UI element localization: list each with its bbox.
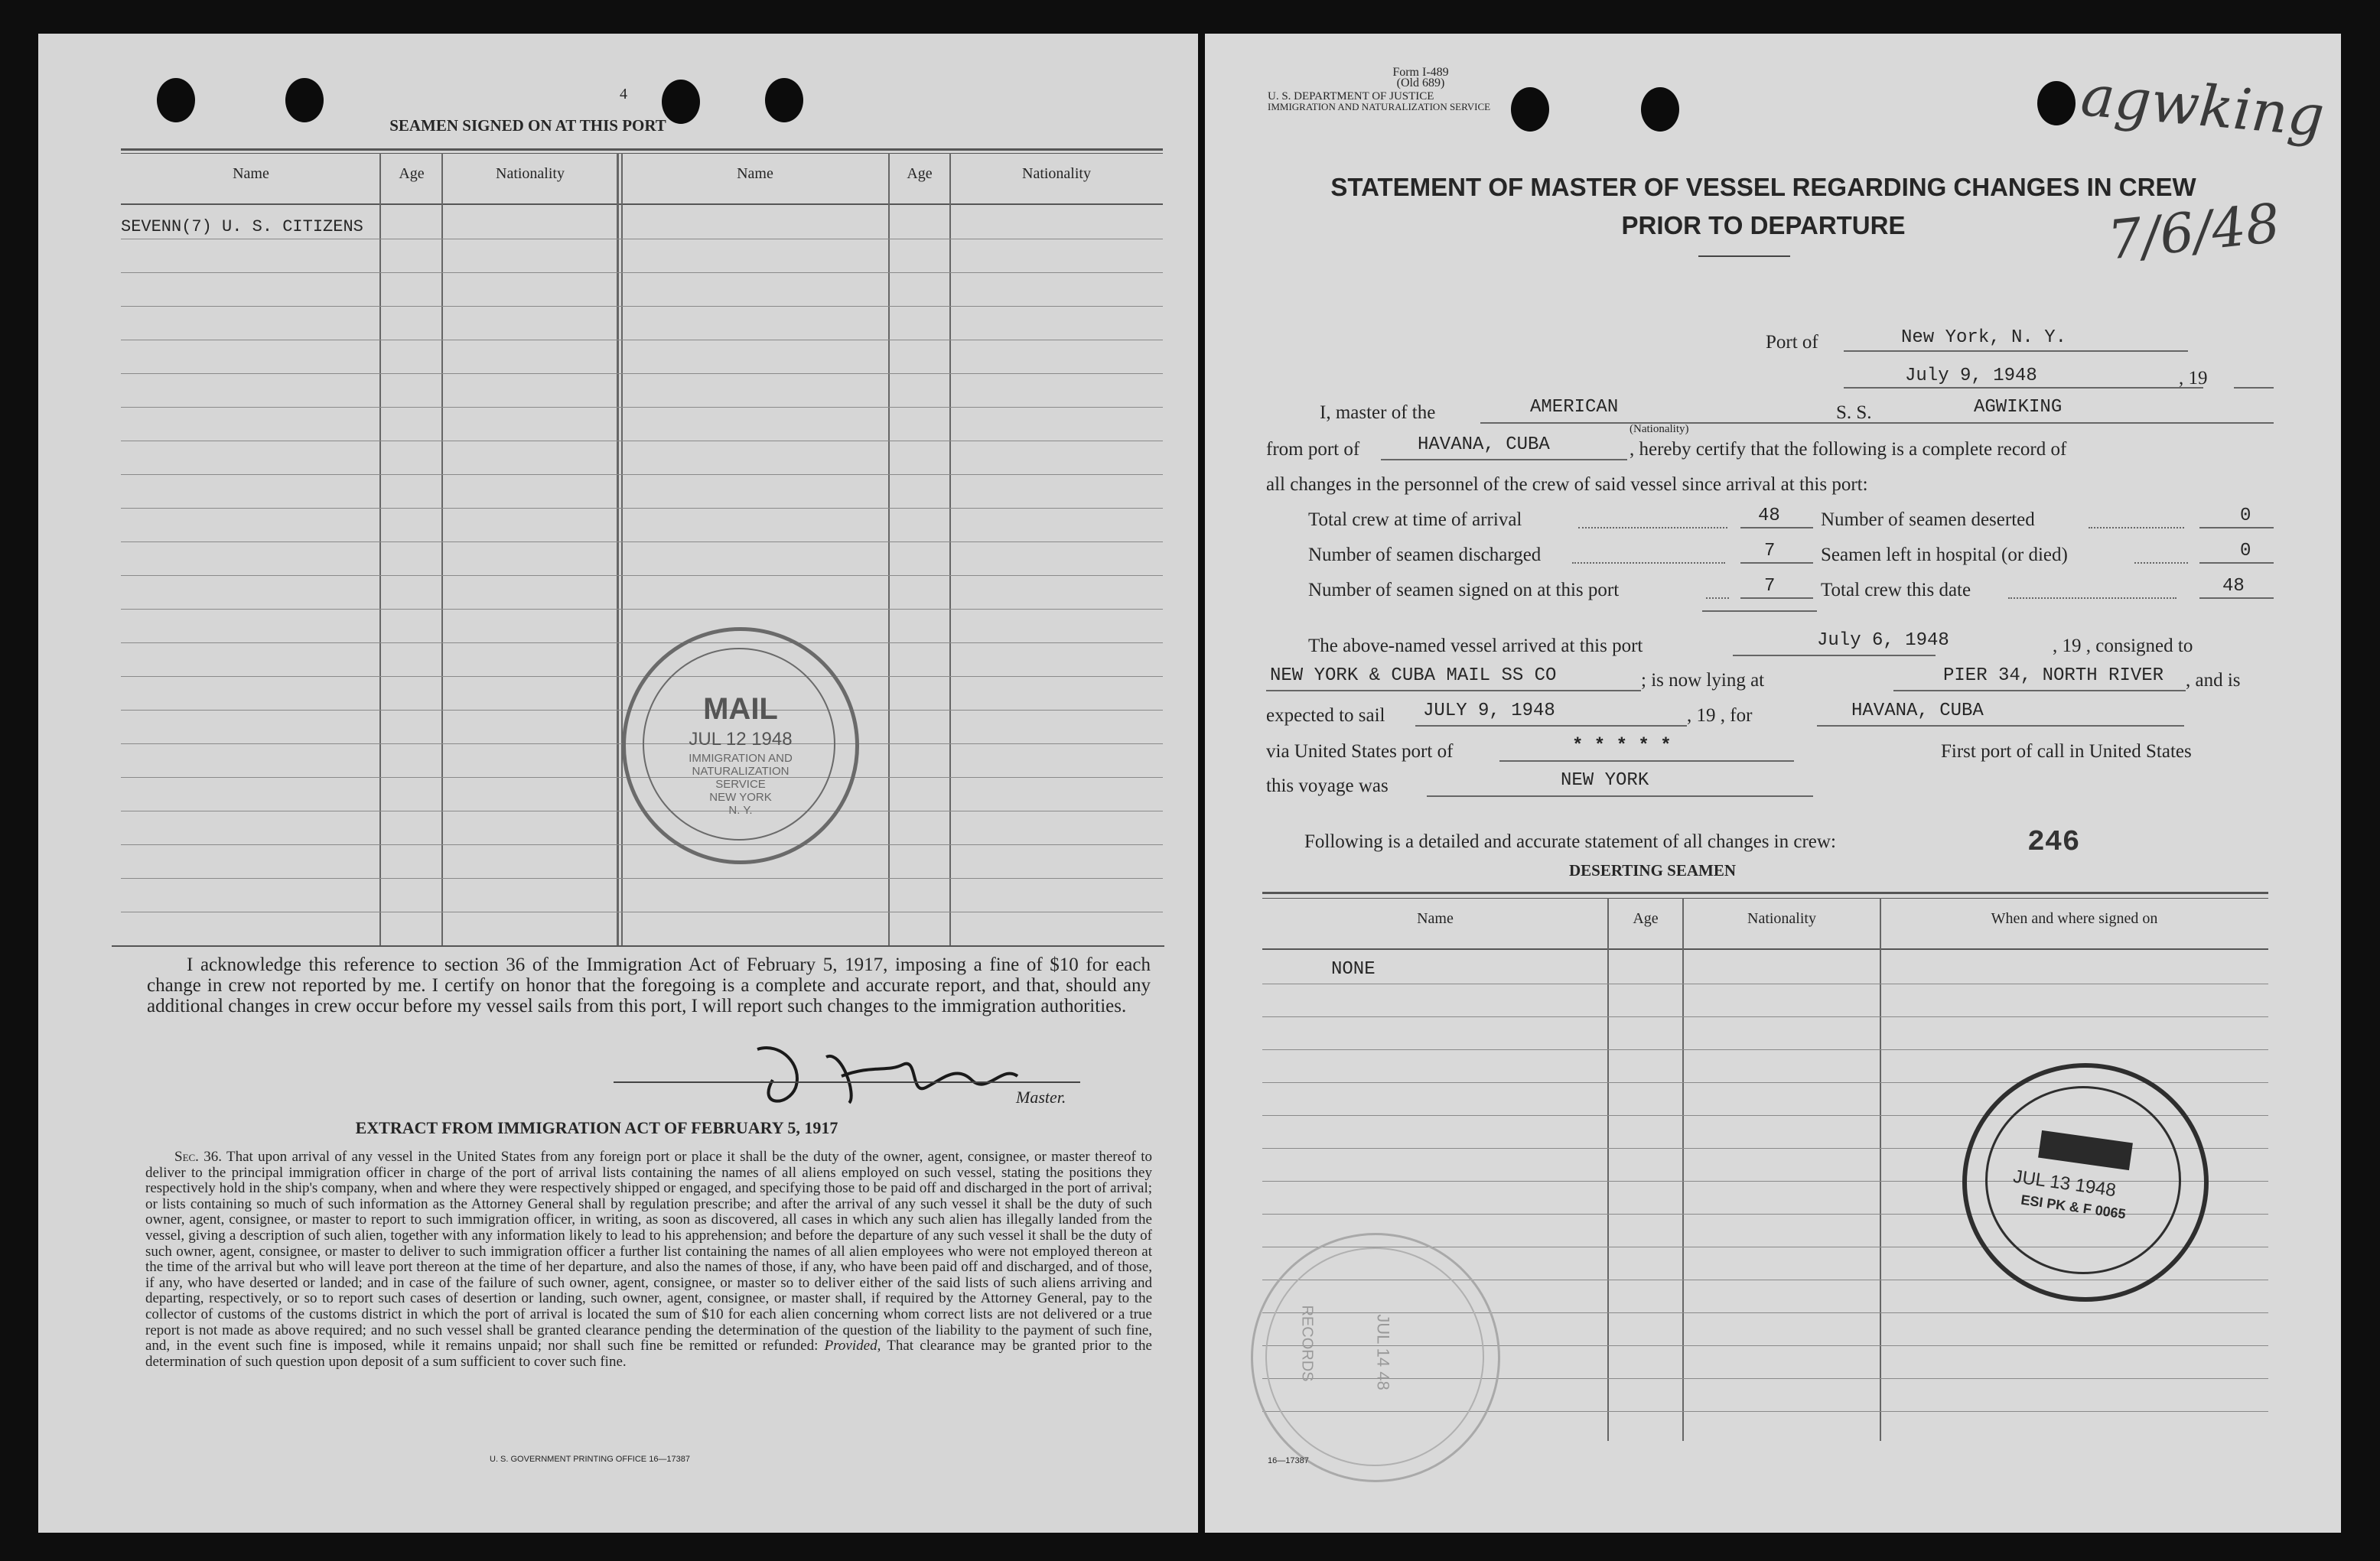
following-text: Following is a detailed and accurate statement of all changes in crew:	[1304, 831, 1836, 852]
stamp-word: MAIL	[703, 692, 778, 726]
printer-line: U. S. GOVERNMENT PRINTING OFFICE 16—17387	[490, 1455, 691, 1464]
row-rule	[121, 508, 1163, 509]
discharged-value: 7	[1764, 541, 1776, 561]
extract-tail: That clearance may be granted prior to the determination of such question upon deposit of a sum sufficient to cover such fine.	[145, 1338, 1152, 1370]
title-line: PRIOR TO DEPARTURE	[1621, 211, 1906, 239]
sail-value: JULY 9, 1948	[1423, 701, 1555, 721]
voyage-label: this voyage was	[1266, 776, 1389, 796]
stamp-date: JUL 12 1948	[689, 729, 793, 750]
port-stamp	[1962, 1063, 2209, 1302]
row-rule	[1262, 1016, 2268, 1017]
mail-stamp	[622, 627, 859, 864]
row-rule	[1262, 1049, 2268, 1050]
master-of-label: I, master of the	[1320, 402, 1436, 423]
col-age: Age	[1633, 910, 1659, 927]
deserting-heading: DESERTING SEAMEN	[1568, 861, 1737, 880]
form-number	[1356, 67, 1486, 89]
row-rule	[121, 306, 1163, 307]
punch-hole	[1641, 87, 1679, 132]
row-rule	[121, 272, 1163, 273]
signed-on-value: 7	[1764, 576, 1776, 597]
form-no: Form I-489	[1392, 66, 1449, 79]
hospital-value: 0	[2240, 541, 2251, 561]
handwritten-ship-name: agwking	[2078, 63, 2327, 150]
col-name: Name	[737, 165, 773, 182]
for-value: HAVANA, CUBA	[1851, 701, 1984, 721]
stamp-text: IMMIGRATION AND	[689, 752, 793, 765]
date-value: July 9, 1948	[1905, 366, 2037, 386]
col-nationality: Nationality	[1022, 165, 1091, 182]
punch-hole	[2037, 81, 2076, 125]
stamp-text: NEW YORK	[709, 791, 772, 804]
dept-line: U. S. DEPARTMENT OF JUSTICE	[1268, 91, 1434, 102]
stamp-text: NATURALIZATION	[692, 765, 790, 778]
title-line: STATEMENT OF MASTER OF VESSEL REGARDING CHANGES IN CREW	[1330, 173, 2196, 201]
col-nationality: Nationality	[496, 165, 565, 182]
port-of-label: Port of	[1766, 332, 1818, 353]
total-date-value: 48	[2222, 576, 2245, 597]
stamp-text: SERVICE	[715, 778, 766, 791]
extract-section-label: Sec. 36.	[174, 1150, 223, 1165]
signed-on-label: Number of seamen signed on at this port	[1308, 580, 1620, 600]
section-heading: SEAMEN SIGNED ON AT THIS PORT	[389, 116, 666, 135]
port-of-value: New York, N. Y.	[1901, 327, 2067, 348]
via-value: * * * * *	[1572, 736, 1672, 756]
form-old: (Old 689)	[1396, 76, 1445, 89]
stamp-text: ESI PK & F 0065	[2020, 1192, 2127, 1222]
extract-provided: Provided,	[824, 1338, 881, 1354]
page-number: 4	[620, 86, 627, 102]
total-date-label: Total crew this date	[1821, 580, 1971, 600]
acknowledgement-text: I acknowledge this reference to section 36 of the Immigration Act of February 5, 1917, imposing a fine of $10 for each change in crew not reported by me. I certify on honor that the foregoing is a complete and accurate report, and that, should any additional changes in crew occur before my vessel sails from this port, I will report such changes to the immigration authorities.	[147, 954, 1151, 1016]
hospital-label: Seamen left in hospital (or died)	[1821, 545, 2068, 565]
row-rule	[121, 474, 1163, 475]
nationality-value: AMERICAN	[1530, 397, 1619, 418]
stamp-date: JUL 13 1948	[2011, 1166, 2118, 1202]
row-rule	[121, 676, 1163, 677]
deserted-value: 0	[2240, 506, 2251, 526]
certify-text: , hereby certify that the following is a complete record of	[1630, 439, 2067, 460]
stamp-text: N. Y.	[728, 804, 753, 817]
from-port-value: HAVANA, CUBA	[1418, 434, 1550, 455]
row-rule	[121, 373, 1163, 374]
printer-line: 16—17387	[1268, 1456, 1309, 1465]
arrived-label: The above-named vessel arrived at this port	[1308, 636, 1643, 656]
col-name: Name	[233, 165, 269, 182]
col-when-where: When and where signed on	[1991, 910, 2158, 927]
lying-label: ; is now lying at	[1641, 670, 1765, 691]
arrived-value: July 6, 1948	[1817, 630, 1949, 651]
master-label: Master.	[1016, 1088, 1066, 1107]
row-rule	[121, 878, 1163, 879]
row-rule	[121, 609, 1163, 610]
first-call-label: First port of call in United States	[1941, 741, 2192, 762]
col-age: Age	[907, 165, 933, 182]
deserted-label: Number of seamen deserted	[1821, 509, 2035, 530]
table-row: SEVENN(7) U. S. CITIZENS	[121, 217, 363, 236]
left-page	[38, 34, 1198, 1533]
stamp-text: RECORDS	[1298, 1305, 1316, 1382]
row-rule	[121, 642, 1163, 643]
ship-value: AGWIKING	[1974, 397, 2063, 418]
col-age: Age	[399, 165, 425, 182]
lying-value: PIER 34, NORTH RIVER	[1943, 665, 2164, 686]
consigned-label: , 19 , consigned to	[2053, 636, 2193, 656]
right-page	[1205, 34, 2341, 1533]
date-suffix: , 19	[2179, 368, 2208, 389]
punch-hole	[157, 78, 195, 122]
handwritten-date: 7/6/48	[2105, 191, 2283, 272]
for-label: , 19 , for	[1687, 705, 1753, 726]
total-arrival-value: 48	[1758, 506, 1780, 526]
extract-body: That upon arrival of any vessel in the United States from any foreign port or place it shall be the duty of the owner, agent, consignee, or master thereof to deliver to the principal immigration officer in charge of the port of arrival lists containing the names of all aliens employed on such vessel, stating the positions they respectively hold in the ship's company, when and where they were respectively shipped or engaged, and specifying those to be paid off and discharged in the port of arrival; or lists containing so much of such information as the Attorney General shall by regulation prescribe; and after the arrival of any such vessel it shall be the duty of such owner, agent, consignee, or master to report to such immigration officer, in writing, as soon as discovered, all cases in which any such alien has illegally landed from the vessel, giving a description of such alien, together with any information likely to lead to his apprehension; and before the departure of any such vessel it shall be the duty of such owner, agent, consignee, or master to deliver to such immigration officer a further list containing the names of all alien employees who were not employed thereon at the time of the arrival but who will leave port thereon at the time of her departure, and also the names of those, if any, who have been paid off and discharged, and of those, if any, who have deserted or landed; and in case of the failure of such owner, agent, consignee, or master so to deliver either of the said lists of such aliens arriving and departing, respectively, or so to report such cases of desertion or landing, such owner, agent, consignee, or master shall, if required by the Attorney General, pay to the collector of customs of the customs district in which the port of arrival is located the sum of $10 for each alien concerning whom correct lists are not delivered or a true report is not made as above required; and no such vessel shall be granted clearance pending the determination of the question of the liability to the payment of such fine, and, in the event such fine is imposed, while it remains unpaid; nor shall such fine be remitted or refunded:	[145, 1150, 1152, 1354]
faint-stamp	[1251, 1233, 1500, 1482]
row-rule	[121, 575, 1163, 576]
col-name: Name	[1417, 910, 1454, 927]
col-nationality: Nationality	[1747, 910, 1816, 927]
nationality-caption: (Nationality)	[1630, 423, 1689, 435]
row-rule	[121, 844, 1163, 845]
total-arrival-label: Total crew at time of arrival	[1308, 509, 1522, 530]
punch-hole	[1511, 87, 1549, 132]
expected-label: expected to sail	[1266, 705, 1385, 726]
all-changes-text: all changes in the personnel of the crew of said vessel since arrival at this port:	[1266, 474, 1868, 495]
table-row: NONE	[1331, 959, 1376, 980]
discharged-label: Number of seamen discharged	[1308, 545, 1542, 565]
extract-title: EXTRACT FROM IMMIGRATION ACT OF FEBRUARY 5, 1917	[355, 1118, 838, 1137]
form-count-246: 246	[2027, 826, 2080, 859]
and-is-label: , and is	[2186, 670, 2241, 691]
extract-text	[145, 1150, 1152, 1448]
department	[1268, 91, 1512, 112]
via-label: via United States port of	[1266, 741, 1454, 762]
row-rule	[121, 407, 1163, 408]
ss-label: S. S.	[1836, 402, 1872, 423]
voyage-value: NEW YORK	[1561, 770, 1649, 791]
consignee-value: NEW YORK & CUBA MAIL SS CO	[1270, 665, 1557, 686]
row-rule	[121, 541, 1163, 542]
stamp-date: JUL 14 48	[1373, 1314, 1393, 1390]
from-port-label: from port of	[1266, 439, 1360, 460]
service-line: IMMIGRATION AND NATURALIZATION SERVICE	[1268, 101, 1491, 112]
